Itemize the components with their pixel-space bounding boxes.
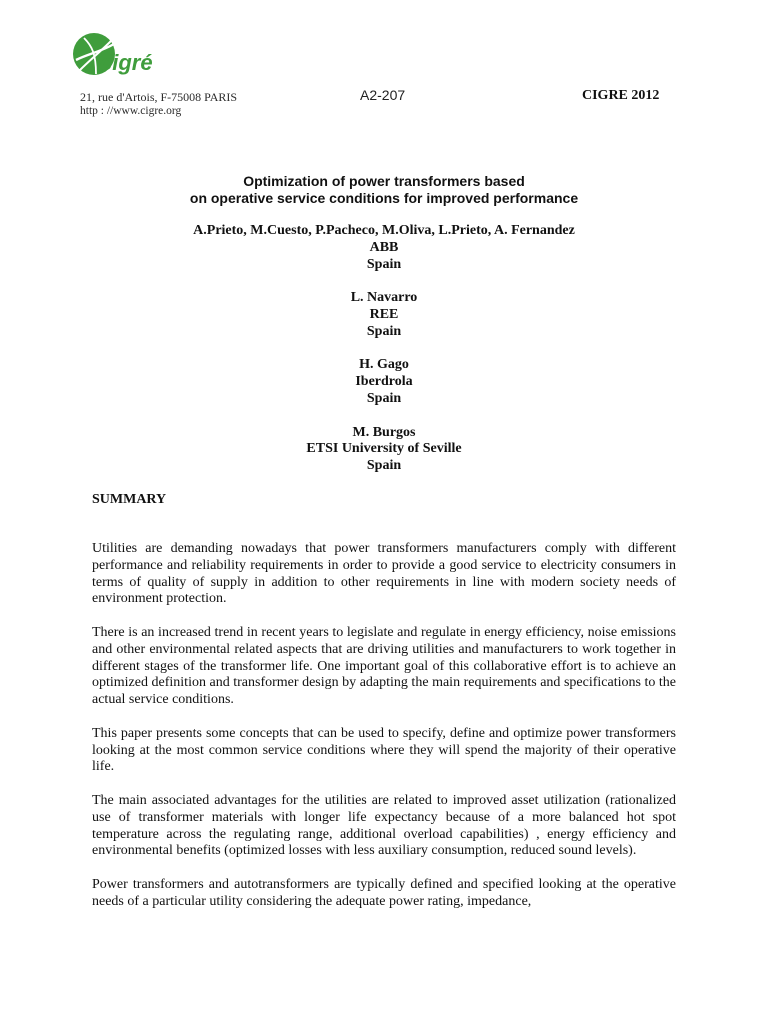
- author-country: Spain: [366, 390, 402, 406]
- paragraph: There is an increased trend in recent years to legislate and regulate in energy efficiency, noise emissions and other environmental related aspects that are driving utilities and manufacturers to work together in different stages of the transformer life. One important goal of this collaborative effort is to achieve an optimized definition and transformer design by adapting the main requirements and specifications to the actual service conditions.: [92, 624, 676, 708]
- author-group: [0, 290, 768, 340]
- address-line: 21, rue d'Artois, F-75008 PARIS: [80, 90, 238, 104]
- author-names: A.Prieto, M.Cuesto, P.Pacheco, M.Oliva, L.Prieto, A. Fernandez: [193, 223, 575, 238]
- title-line-1: Optimization of power transformers based: [243, 173, 525, 189]
- author-country: Spain: [366, 256, 402, 272]
- cigre-logo: [70, 30, 162, 88]
- address-block: [80, 90, 237, 118]
- conference-name: CIGRE 2012: [582, 88, 660, 103]
- author-names: M. Burgos: [352, 424, 416, 440]
- paragraph: The main associated advantages for the utilities are related to improved asset utilization (rationalized use of transformer materials with longer life expectancy because of a more balanced hot spot temperature across the regulating range, additional overload capabilities) , energy efficiency and environmental benefits (optimized losses with less auxiliary consumption, reduced sound levels).: [92, 792, 676, 859]
- author-country: Spain: [366, 323, 402, 339]
- paragraph: This paper presents some concepts that can be used to specify, define and optimize power transformers looking at the most common service conditions where they will spend the majority of their operative life.: [92, 725, 676, 775]
- author-organization: ABB: [369, 239, 399, 255]
- website-url: http : //www.cigre.org: [80, 105, 182, 117]
- paragraph: Utilities are demanding nowadays that power transformers manufacturers comply with different performance and reliability requirements in order to provide a good service to electricity consumers in terms of quality of supply in addition to other requirements in line with modern society needs of environment protection.: [92, 541, 676, 607]
- author-list: [0, 223, 768, 492]
- logo-wordmark: cigré: [100, 50, 153, 75]
- summary-body: [92, 541, 676, 927]
- author-group: [0, 223, 768, 273]
- author-group: [0, 357, 768, 407]
- author-organization: Iberdrola: [355, 374, 413, 390]
- paragraph: Power transformers and autotransformers are typically defined and specified looking at the operative needs of a particular utility considering the adequate power rating, impedance,: [92, 876, 676, 909]
- author-organization: ETSI University of Seville: [306, 441, 462, 457]
- summary-heading: SUMMARY: [92, 492, 167, 507]
- title-line-2: on operative service conditions for improved performance: [189, 190, 579, 206]
- author-names: H. Gago: [359, 357, 409, 373]
- paper-title: [0, 173, 768, 207]
- author-names: L. Navarro: [350, 290, 418, 306]
- author-country: Spain: [366, 458, 402, 474]
- author-group: [0, 425, 768, 475]
- paper-reference: A2-207: [360, 87, 406, 103]
- author-organization: REE: [369, 306, 399, 322]
